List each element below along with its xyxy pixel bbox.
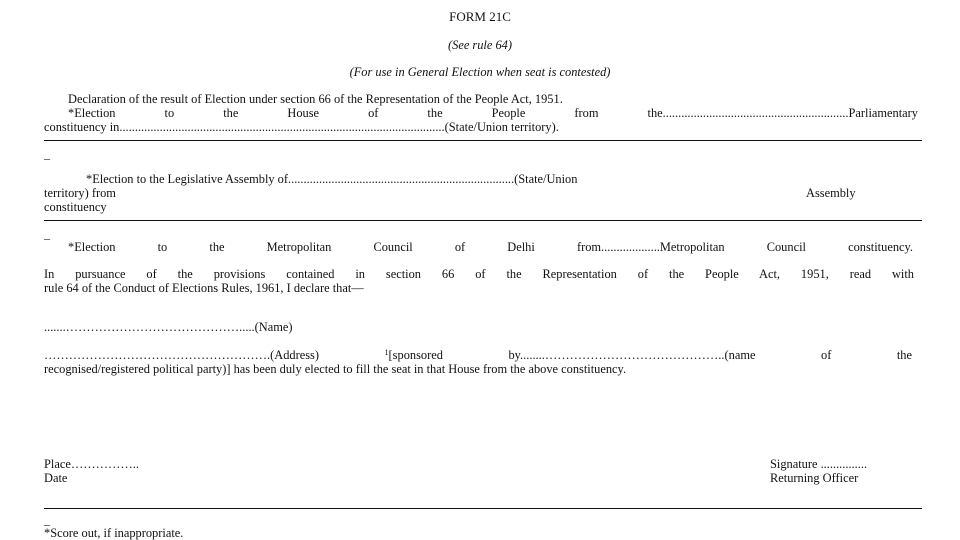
declaration-heading: Declaration of the result of Election under section 66 of the Representation of the People Act, 1951. xyxy=(68,92,563,106)
address-line xyxy=(44,348,912,362)
rule-reference: (See rule 64) xyxy=(448,38,512,52)
divider-dash: _ xyxy=(44,147,50,161)
metropolitan-council-line: *Election to the Metropolitan Council of Delhi from...................Metropolitan Council constituency. xyxy=(68,240,913,254)
score-out-footnote: *Score out, if inappropriate. xyxy=(44,526,184,540)
assembly-line-2-right: Assembly xyxy=(806,186,856,200)
footer-divider-line xyxy=(44,508,922,509)
divider-line xyxy=(44,140,922,141)
address-text: ……………………………………………….(Address) xyxy=(44,348,385,362)
divider-dash: _ xyxy=(44,227,50,241)
name-line: .......…………………………………….....(Name) xyxy=(44,320,293,334)
footer-divider-dash: _ xyxy=(44,513,50,527)
assembly-line-3: constituency xyxy=(44,200,107,214)
place-field: Place…………….. xyxy=(44,457,139,471)
assembly-line-2-left: territory) from xyxy=(44,186,116,200)
pursuance-line-2: rule 64 of the Conduct of Elections Rules, 1961, I declare that— xyxy=(44,281,364,295)
assembly-line-1: *Election to the Legislative Assembly of.........................................................................(State/Union xyxy=(86,172,578,186)
footnote-marker: 1 xyxy=(384,348,389,357)
signature-field: Signature ............... xyxy=(770,457,868,471)
form-title: FORM 21C xyxy=(449,9,511,24)
parliament-line-2: constituency in.........................................................................................................(State/Union territory). xyxy=(44,120,559,134)
divider-line xyxy=(44,220,922,221)
date-field: Date xyxy=(44,471,68,485)
usage-note: (For use in General Election when seat is contested) xyxy=(349,65,611,79)
recognised-line: recognised/registered political party)] has been duly elected to fill the seat in that House from the above constituency. xyxy=(44,362,627,376)
parliament-line-1: *Election to the House of the People from the............................................................Parliamentary xyxy=(68,106,918,120)
returning-officer-label: Returning Officer xyxy=(770,471,859,485)
sponsored-text: [sponsored by........……………………………………..(name of the xyxy=(388,348,912,362)
pursuance-line-1: In pursuance of the provisions contained in section 66 of the Representation of the People Act, 1951, read with xyxy=(44,267,914,281)
